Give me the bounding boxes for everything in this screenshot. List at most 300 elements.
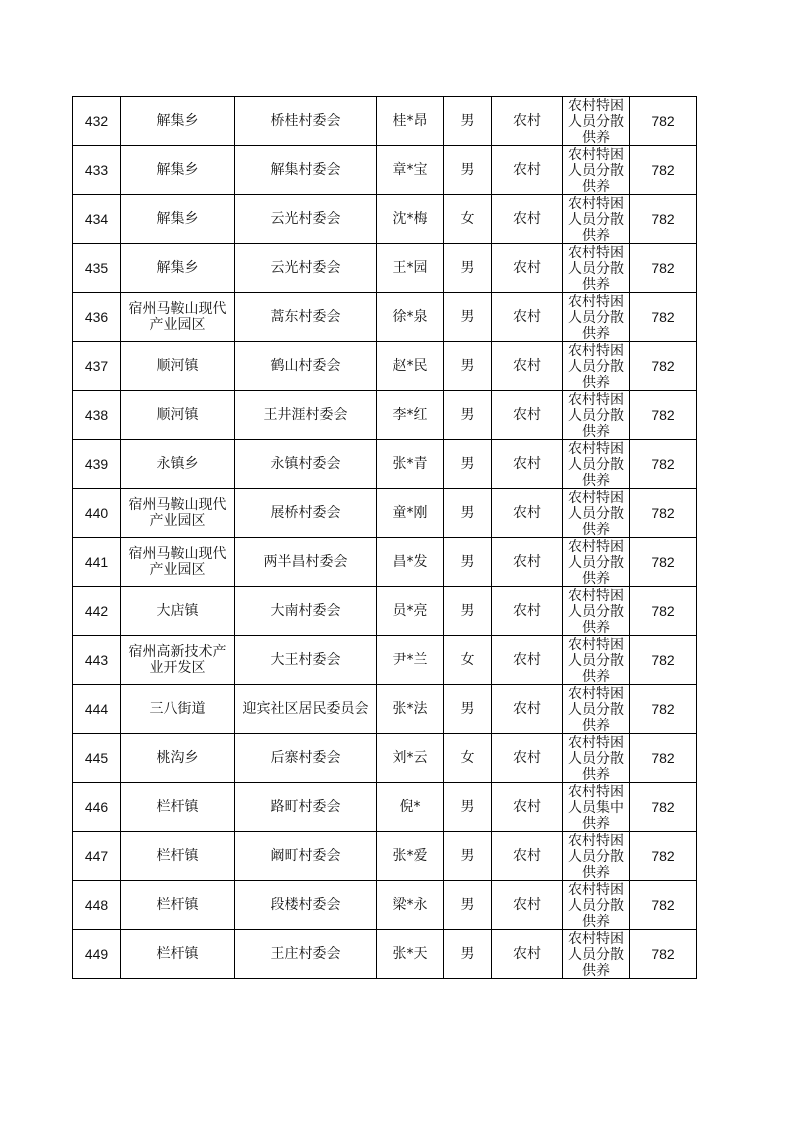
row-number-cell <box>73 832 121 881</box>
table-row <box>73 440 697 489</box>
area-cell <box>492 391 563 440</box>
area-type: 农村 <box>513 750 541 766</box>
row-number-cell <box>73 881 121 930</box>
table-row <box>73 881 697 930</box>
township: 三八街道 <box>149 701 206 717</box>
table-row <box>73 832 697 881</box>
category-cell <box>563 783 630 832</box>
township: 栏杆镇 <box>156 897 199 913</box>
amount: 782 <box>651 309 675 325</box>
village-cell <box>235 391 377 440</box>
gender: 男 <box>460 309 475 325</box>
gender: 男 <box>460 113 475 129</box>
gender: 男 <box>460 162 475 178</box>
village-cell <box>235 146 377 195</box>
table-row <box>73 685 697 734</box>
support-category: 农村特困人员分散供养 <box>568 587 624 635</box>
table-row <box>73 146 697 195</box>
row-number-cell <box>73 440 121 489</box>
area-cell <box>492 881 563 930</box>
row-number: 443 <box>84 652 109 668</box>
amount: 782 <box>651 407 675 423</box>
township: 栏杆镇 <box>156 848 199 864</box>
person-name: 徐*泉 <box>392 309 428 325</box>
row-number: 441 <box>84 554 109 570</box>
name-cell <box>377 685 444 734</box>
area-type: 农村 <box>513 946 541 962</box>
person-name: 沈*梅 <box>392 211 428 227</box>
person-name: 梁*永 <box>392 897 428 913</box>
township: 大店镇 <box>156 603 199 619</box>
table-row <box>73 342 697 391</box>
amount: 782 <box>651 848 675 864</box>
row-number: 434 <box>84 211 109 227</box>
name-cell <box>377 195 444 244</box>
row-number: 440 <box>84 505 109 521</box>
category-cell <box>563 489 630 538</box>
gender-cell <box>444 832 492 881</box>
support-category: 农村特困人员集中供养 <box>568 783 624 831</box>
gender-cell <box>444 881 492 930</box>
row-number: 432 <box>84 113 109 129</box>
village-cell <box>235 783 377 832</box>
township-cell <box>121 440 235 489</box>
village: 王井涯村委会 <box>263 407 348 423</box>
village-cell <box>235 293 377 342</box>
village-cell <box>235 538 377 587</box>
amount: 782 <box>651 652 675 668</box>
area-cell <box>492 783 563 832</box>
village: 王庄村委会 <box>270 946 341 962</box>
village-cell <box>235 832 377 881</box>
amount-cell <box>630 97 697 146</box>
person-name: 张*青 <box>392 456 428 472</box>
amount: 782 <box>651 260 675 276</box>
gender: 女 <box>460 750 475 766</box>
row-number: 433 <box>84 162 109 178</box>
person-name: 昌*发 <box>392 554 428 570</box>
village-cell <box>235 685 377 734</box>
village-cell <box>235 930 377 979</box>
row-number-cell <box>73 930 121 979</box>
township-cell <box>121 685 235 734</box>
row-number: 449 <box>84 946 109 962</box>
row-number-cell <box>73 342 121 391</box>
row-number-cell <box>73 146 121 195</box>
category-cell <box>563 685 630 734</box>
row-number-cell <box>73 538 121 587</box>
village: 阚町村委会 <box>270 848 341 864</box>
amount-cell <box>630 734 697 783</box>
name-cell <box>377 146 444 195</box>
village: 段楼村委会 <box>270 897 341 913</box>
category-cell <box>563 195 630 244</box>
amount-cell <box>630 195 697 244</box>
village-cell <box>235 636 377 685</box>
village: 路町村委会 <box>270 799 341 815</box>
area-type: 农村 <box>513 260 541 276</box>
area-type: 农村 <box>513 162 541 178</box>
gender-cell <box>444 489 492 538</box>
gender: 女 <box>460 652 475 668</box>
name-cell <box>377 489 444 538</box>
village: 展桥村委会 <box>270 505 341 521</box>
village: 云光村委会 <box>270 260 341 276</box>
gender-cell <box>444 587 492 636</box>
row-number: 444 <box>84 701 109 717</box>
amount-cell <box>630 489 697 538</box>
name-cell <box>377 391 444 440</box>
category-cell <box>563 832 630 881</box>
category-cell <box>563 342 630 391</box>
person-name: 员*亮 <box>392 603 428 619</box>
amount: 782 <box>651 505 675 521</box>
area-type: 农村 <box>513 897 541 913</box>
category-cell <box>563 636 630 685</box>
amount: 782 <box>651 358 675 374</box>
support-category: 农村特困人员分散供养 <box>568 293 624 341</box>
category-cell <box>563 538 630 587</box>
township-cell <box>121 97 235 146</box>
area-cell <box>492 440 563 489</box>
village-cell <box>235 734 377 783</box>
row-number-cell <box>73 783 121 832</box>
amount-cell <box>630 832 697 881</box>
support-category: 农村特困人员分散供养 <box>568 391 624 439</box>
support-category: 农村特困人员分散供养 <box>568 930 624 978</box>
row-number-cell <box>73 636 121 685</box>
area-type: 农村 <box>513 701 541 717</box>
township-cell <box>121 391 235 440</box>
support-category: 农村特困人员分散供养 <box>568 734 624 782</box>
amount-cell <box>630 293 697 342</box>
support-category: 农村特困人员分散供养 <box>568 342 624 390</box>
support-category: 农村特困人员分散供养 <box>568 146 624 194</box>
support-category: 农村特困人员分散供养 <box>568 881 624 929</box>
area-cell <box>492 146 563 195</box>
table-row <box>73 538 697 587</box>
village: 永镇村委会 <box>270 456 341 472</box>
township-cell <box>121 881 235 930</box>
table-body <box>73 97 697 979</box>
area-type: 农村 <box>513 505 541 521</box>
area-cell <box>492 538 563 587</box>
beneficiary-table <box>72 96 697 979</box>
township: 解集乡 <box>156 211 199 227</box>
area-cell <box>492 685 563 734</box>
row-number: 447 <box>84 848 109 864</box>
township-cell <box>121 587 235 636</box>
person-name: 刘*云 <box>392 750 428 766</box>
township: 栏杆镇 <box>156 799 199 815</box>
support-category: 农村特困人员分散供养 <box>568 489 624 537</box>
row-number: 448 <box>84 897 109 913</box>
township-cell <box>121 930 235 979</box>
area-cell <box>492 587 563 636</box>
name-cell <box>377 783 444 832</box>
gender-cell <box>444 391 492 440</box>
support-category: 农村特困人员分散供养 <box>568 195 624 243</box>
gender: 男 <box>460 701 475 717</box>
amount-cell <box>630 342 697 391</box>
village-cell <box>235 587 377 636</box>
gender-cell <box>444 440 492 489</box>
village-cell <box>235 97 377 146</box>
row-number-cell <box>73 587 121 636</box>
area-cell <box>492 489 563 538</box>
amount: 782 <box>651 211 675 227</box>
row-number-cell <box>73 97 121 146</box>
village-cell <box>235 244 377 293</box>
category-cell <box>563 244 630 293</box>
township: 桃沟乡 <box>156 750 199 766</box>
row-number: 439 <box>84 456 109 472</box>
area-type: 农村 <box>513 407 541 423</box>
person-name: 倪* <box>399 799 421 815</box>
amount-cell <box>630 244 697 293</box>
township: 宿州马鞍山现代产业园区 <box>128 497 227 529</box>
area-cell <box>492 195 563 244</box>
area-cell <box>492 293 563 342</box>
area-cell <box>492 342 563 391</box>
gender: 男 <box>460 603 475 619</box>
area-cell <box>492 244 563 293</box>
row-number: 436 <box>84 309 109 325</box>
township: 顺河镇 <box>156 358 199 374</box>
gender: 男 <box>460 554 475 570</box>
person-name: 童*刚 <box>392 505 428 521</box>
amount: 782 <box>651 603 675 619</box>
township: 宿州马鞍山现代产业园区 <box>128 301 227 333</box>
category-cell <box>563 734 630 783</box>
gender-cell <box>444 146 492 195</box>
name-cell <box>377 636 444 685</box>
village: 后寨村委会 <box>270 750 341 766</box>
village-cell <box>235 489 377 538</box>
person-name: 尹*兰 <box>392 652 428 668</box>
amount: 782 <box>651 456 675 472</box>
name-cell <box>377 97 444 146</box>
village: 迎宾社区居民委员会 <box>242 701 369 717</box>
table-row <box>73 244 697 293</box>
gender-cell <box>444 342 492 391</box>
township: 栏杆镇 <box>156 946 199 962</box>
township: 宿州马鞍山现代产业园区 <box>128 546 227 578</box>
area-type: 农村 <box>513 309 541 325</box>
person-name: 张*法 <box>392 701 428 717</box>
row-number-cell <box>73 293 121 342</box>
name-cell <box>377 244 444 293</box>
township-cell <box>121 146 235 195</box>
table-row <box>73 587 697 636</box>
person-name: 王*园 <box>392 260 428 276</box>
township-cell <box>121 195 235 244</box>
amount: 782 <box>651 701 675 717</box>
amount: 782 <box>651 946 675 962</box>
amount-cell <box>630 146 697 195</box>
gender-cell <box>444 783 492 832</box>
support-category: 农村特困人员分散供养 <box>568 685 624 733</box>
gender: 男 <box>460 897 475 913</box>
name-cell <box>377 587 444 636</box>
area-type: 农村 <box>513 456 541 472</box>
township-cell <box>121 293 235 342</box>
support-category: 农村特困人员分散供养 <box>568 538 624 586</box>
area-type: 农村 <box>513 848 541 864</box>
village: 云光村委会 <box>270 211 341 227</box>
support-category: 农村特困人员分散供养 <box>568 97 624 145</box>
village: 桥桂村委会 <box>270 113 341 129</box>
amount: 782 <box>651 897 675 913</box>
row-number: 446 <box>84 799 109 815</box>
person-name: 张*爱 <box>392 848 428 864</box>
gender-cell <box>444 244 492 293</box>
gender: 男 <box>460 456 475 472</box>
name-cell <box>377 881 444 930</box>
amount-cell <box>630 881 697 930</box>
area-cell <box>492 832 563 881</box>
person-name: 张*天 <box>392 946 428 962</box>
township: 顺河镇 <box>156 407 199 423</box>
amount: 782 <box>651 799 675 815</box>
table-row <box>73 930 697 979</box>
village: 蒿东村委会 <box>270 309 341 325</box>
person-name: 桂*昂 <box>392 113 428 129</box>
row-number: 442 <box>84 603 109 619</box>
township: 解集乡 <box>156 113 199 129</box>
table-row <box>73 195 697 244</box>
person-name: 李*红 <box>392 407 428 423</box>
support-category: 农村特困人员分散供养 <box>568 832 624 880</box>
gender-cell <box>444 538 492 587</box>
gender: 男 <box>460 260 475 276</box>
township-cell <box>121 636 235 685</box>
township-cell <box>121 783 235 832</box>
row-number: 445 <box>84 750 109 766</box>
village: 鹤山村委会 <box>270 358 341 374</box>
gender: 男 <box>460 946 475 962</box>
category-cell <box>563 881 630 930</box>
table-row <box>73 391 697 440</box>
row-number-cell <box>73 244 121 293</box>
township-cell <box>121 734 235 783</box>
gender: 女 <box>460 211 475 227</box>
row-number-cell <box>73 734 121 783</box>
village: 两半昌村委会 <box>263 554 348 570</box>
township-cell <box>121 342 235 391</box>
row-number-cell <box>73 195 121 244</box>
area-type: 农村 <box>513 211 541 227</box>
village: 解集村委会 <box>270 162 341 178</box>
row-number: 438 <box>84 407 109 423</box>
support-category: 农村特困人员分散供养 <box>568 244 624 292</box>
category-cell <box>563 587 630 636</box>
gender: 男 <box>460 358 475 374</box>
name-cell <box>377 832 444 881</box>
table-row <box>73 293 697 342</box>
name-cell <box>377 293 444 342</box>
amount-cell <box>630 587 697 636</box>
amount-cell <box>630 440 697 489</box>
support-category: 农村特困人员分散供养 <box>568 636 624 684</box>
township-cell <box>121 244 235 293</box>
row-number-cell <box>73 685 121 734</box>
gender-cell <box>444 685 492 734</box>
category-cell <box>563 146 630 195</box>
name-cell <box>377 342 444 391</box>
township-cell <box>121 538 235 587</box>
gender-cell <box>444 293 492 342</box>
village-cell <box>235 440 377 489</box>
category-cell <box>563 293 630 342</box>
row-number-cell <box>73 489 121 538</box>
township: 宿州高新技术产业开发区 <box>128 644 227 676</box>
row-number: 437 <box>84 358 109 374</box>
support-category: 农村特困人员分散供养 <box>568 440 624 488</box>
table-row <box>73 636 697 685</box>
gender-cell <box>444 195 492 244</box>
area-type: 农村 <box>513 554 541 570</box>
gender: 男 <box>460 848 475 864</box>
name-cell <box>377 734 444 783</box>
gender-cell <box>444 636 492 685</box>
gender-cell <box>444 734 492 783</box>
amount-cell <box>630 685 697 734</box>
name-cell <box>377 440 444 489</box>
amount-cell <box>630 930 697 979</box>
amount: 782 <box>651 113 675 129</box>
gender-cell <box>444 930 492 979</box>
township-cell <box>121 832 235 881</box>
area-cell <box>492 636 563 685</box>
amount: 782 <box>651 554 675 570</box>
amount-cell <box>630 636 697 685</box>
amount-cell <box>630 391 697 440</box>
table-row <box>73 783 697 832</box>
amount: 782 <box>651 750 675 766</box>
village-cell <box>235 342 377 391</box>
amount: 782 <box>651 162 675 178</box>
township: 解集乡 <box>156 162 199 178</box>
gender-cell <box>444 97 492 146</box>
village: 大王村委会 <box>270 652 341 668</box>
person-name: 赵*民 <box>392 358 428 374</box>
area-cell <box>492 930 563 979</box>
category-cell <box>563 97 630 146</box>
township: 解集乡 <box>156 260 199 276</box>
table-row <box>73 489 697 538</box>
person-name: 章*宝 <box>392 162 428 178</box>
area-cell <box>492 97 563 146</box>
row-number: 435 <box>84 260 109 276</box>
area-type: 农村 <box>513 603 541 619</box>
category-cell <box>563 440 630 489</box>
village-cell <box>235 195 377 244</box>
village-cell <box>235 881 377 930</box>
row-number-cell <box>73 391 121 440</box>
gender: 男 <box>460 799 475 815</box>
township: 永镇乡 <box>156 456 199 472</box>
area-type: 农村 <box>513 799 541 815</box>
name-cell <box>377 538 444 587</box>
category-cell <box>563 391 630 440</box>
amount-cell <box>630 538 697 587</box>
gender: 男 <box>460 505 475 521</box>
township-cell <box>121 489 235 538</box>
area-type: 农村 <box>513 358 541 374</box>
area-type: 农村 <box>513 652 541 668</box>
village: 大南村委会 <box>270 603 341 619</box>
